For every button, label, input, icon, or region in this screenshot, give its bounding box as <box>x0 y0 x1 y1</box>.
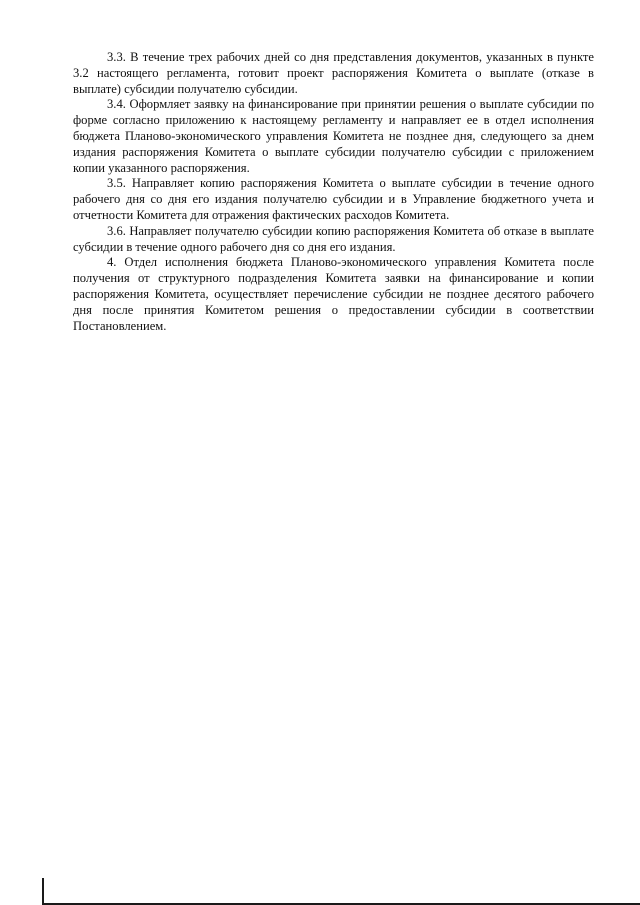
paragraph-3-5: 3.5. Направляет копию распоряжения Комитета о выплате субсидии в течение одного рабочего дня со дня его издания получателю субсидии и в Управление бюджетного учета и отчетности Комитета для отражения фактических расходов Комитета. <box>73 176 594 222</box>
paragraph-4: 4. Отдел исполнения бюджета Планово-экономического управления Комитета после получения от структурного подразделения Комитета заявки на финансирование и копии распоряжения Комитета, осуществляет перечисление субсидии не позднее десятого рабочего дня после принятия Комитетом решения о предоставлении субсидии в соответствии Постановлением. <box>73 255 594 333</box>
paragraph-3-4: 3.4. Оформляет заявку на финансирование при принятии решения о выплате субсидии по форме согласно приложению к настоящему регламенту и направляет ее в отдел исполнения бюджета Планово-экономического управления Комитета не позднее дня, следующего за днем издания распоряжения Комитета о выплате субсидии получателю субсидии с приложением копии указанного распоряжения. <box>73 97 594 175</box>
document-body <box>73 50 594 334</box>
paragraph-3-6: 3.6. Направляет получателю субсидии копию распоряжения Комитета об отказе в выплате субсидии в течение одного рабочего дня со дня его издания. <box>73 223 594 254</box>
scan-edge-left <box>42 878 44 905</box>
paragraph-3-3: 3.3. В течение трех рабочих дней со дня представления документов, указанных в пункте 3.2 настоящего регламента, готовит проект распоряжения Комитета о выплате (отказе в выплате) субсидии получателю субсидии. <box>73 50 594 96</box>
